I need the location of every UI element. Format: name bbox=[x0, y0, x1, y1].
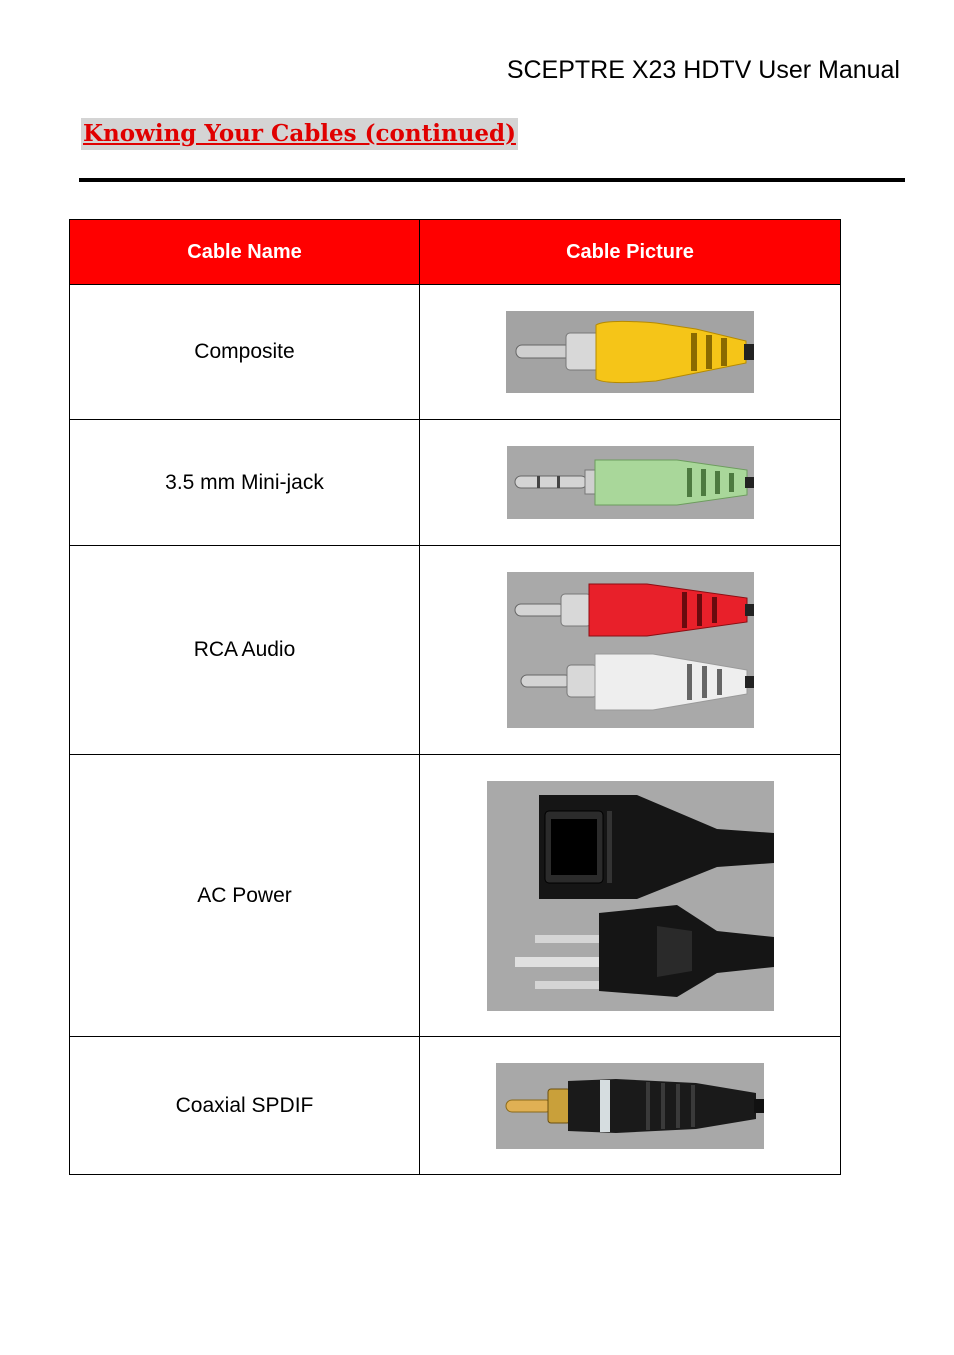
coaxial-spdif-plug-icon bbox=[496, 1063, 764, 1149]
cable-name: AC Power bbox=[70, 755, 420, 1037]
cables-table bbox=[69, 219, 841, 1175]
rca-audio-plugs-icon bbox=[507, 572, 754, 728]
table-row bbox=[70, 420, 841, 546]
table-row bbox=[70, 546, 841, 755]
cable-name: Composite bbox=[70, 285, 420, 420]
divider-rule bbox=[79, 178, 905, 182]
column-header-cable-name: Cable Name bbox=[70, 220, 420, 285]
composite-rca-plug-icon bbox=[506, 311, 754, 393]
table-row bbox=[70, 755, 841, 1037]
cable-name: Coaxial SPDIF bbox=[70, 1037, 420, 1175]
manual-title: SCEPTRE X23 HDTV User Manual bbox=[506, 56, 900, 84]
table-header-row bbox=[70, 220, 841, 285]
cable-name: 3.5 mm Mini-jack bbox=[70, 420, 420, 546]
section-title: Knowing Your Cables (continued) bbox=[81, 118, 518, 150]
table-row bbox=[70, 285, 841, 420]
table-row bbox=[70, 1037, 841, 1175]
column-header-cable-picture: Cable Picture bbox=[420, 220, 841, 285]
cable-name: RCA Audio bbox=[70, 546, 420, 755]
ac-power-plugs-icon bbox=[487, 781, 774, 1011]
mini-jack-plug-icon bbox=[507, 446, 754, 519]
